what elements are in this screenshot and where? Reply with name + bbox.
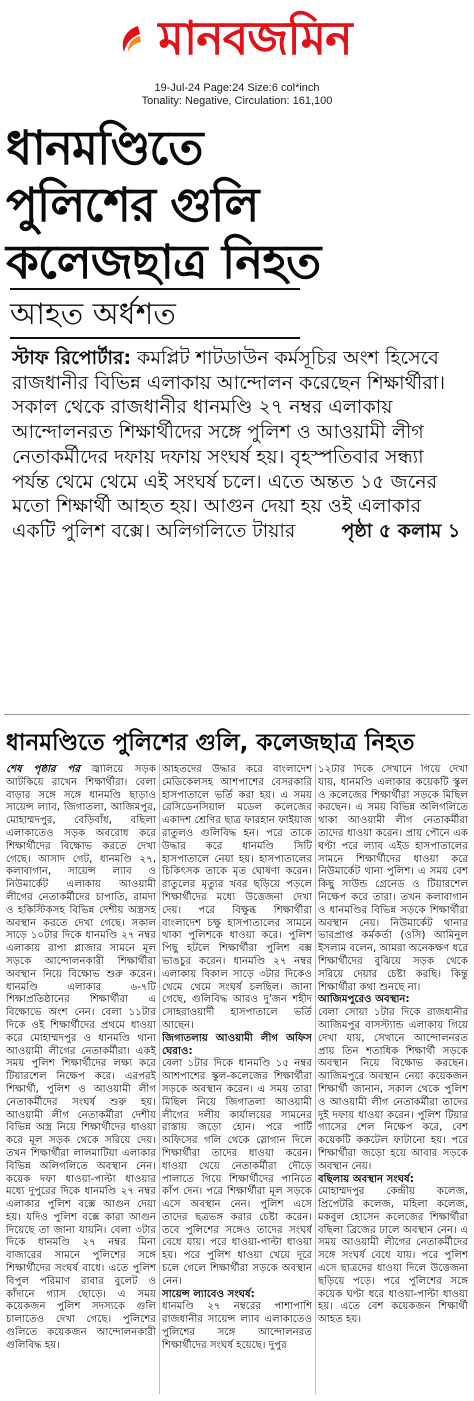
article1-lead: [12, 346, 462, 544]
column-text: আহতদের উদ্ধার করে বাংলাদেশ মেডিকেলসহ আশপাশের বেসরকারি হাসপাতালে ভর্তি করা হয়। এ সময় রেসিডেনসিয়াল মডেল কলেজের একাদশ শ্রেণির ছাত্র ফারহান ফাইয়াজ রাতুলও গুলিবিদ্ধ হন। পরে তাকে উদ্ধার করে ধানমণ্ডি সিটি হাসপাতালে নেয়া হয়। হাসপাতালের চিকিৎসক তাকে মৃত ঘোষণা করেন। রাতুলের মৃত্যুর খবর ছড়িয়ে পড়লে শিক্ষার্থীদের মধ্যে উত্তেজনা দেখা দেয়। পরে বিক্ষুব্ধ শিক্ষার্থীরা বাংলাদেশ চক্ষু হাসপাতালের সামনে থাকা পুলিশকে ধাওয়া করে। পুলিশ পিছু হটলে শিক্ষার্থীরা পুলিশ বক্স ভাঙচুর করেন। ধানমণ্ডি ২৭ নম্বর এলাকায় বিকাল সাড়ে ৩টার দিকেও থেমে থেমে সংঘর্ষ চলছিল। জানা গেছে, গুলিবিদ্ধ আরও দু'জন শহীদ সোহরাওয়ার্দী হাসপাতালে ভর্তি আছেন।: [162, 764, 312, 1031]
article1-headline: [6, 120, 466, 291]
column-text: ধানমণ্ডি ২৭ নম্বরের পাশাপাশি রাজধানীর সায়েন্স ল্যাব এলাকাতেও পুলিশের সঙ্গে আন্দোলনরত শিক্ষার্থীদের সংঘর্ষ হয়েছে। দুপুর: [162, 1301, 312, 1351]
article2-headline: ধানমণ্ডিতে পুলিশের গুলি, কলেজছাত্র নিহত: [6, 730, 415, 756]
column-text: জ্বালিয়ে সড়ক আটকিয়ে রাখেন শিক্ষার্থীরা। বেলা বাড়ার সঙ্গে সঙ্গে ধানমণ্ডি ছাড়াও সায়েন্স ল্যাব, জিগাতলা, আজিমপুর, মোহাম্মদপুর, বেড়িবাঁধ, বছিলা এলাকাতেও সড়ক অবরোধ করে শিক্ষার্থীদের বিক্ষোভ করতে দেখা গেছে। আসাদ গেট, ধানমণ্ডি ২৭, কলাবাগান, সায়েন্স ল্যাব ও নিউমার্কেট এলাকায় আওয়ামী লীগের নেতাকর্মীদের চাপাতি, রামদা ও হকিস্টিকসহ বিভিন্ন দেশীয় অস্ত্রসহ অবস্থান করতে দেখা গেছে। সকাল সাড়ে ১০টার দিকে ধানমণ্ডি ২৭ নম্বর এলাকায় রাপা প্লাজার সামনে মূল সড়কে আন্দোলনকারী শিক্ষার্থীরা অবস্থান নিয়ে বিক্ষোভ শুরু করেন। ধানমণ্ডি এলাকার ৬-৭টি শিক্ষাপ্রতিষ্ঠানের শিক্ষার্থীরা এ বিক্ষোভে অংশ নেন। বেলা ১১টার দিকে ওই শিক্ষার্থীদের প্রথমে ধাওয়া করে মোহাম্মদপুর ও ধানমণ্ডি থানা আওয়ামী লীগের নেতাকর্মীরা। একই সময় পুলিশ শিক্ষার্থীদের লক্ষ্য করে টিয়ারশেল নিক্ষেপ করে। এরপরই শিক্ষার্থী, পুলিশ ও আওয়ামী লীগ নেতাকর্মীদের সংঘর্ষ শুরু হয়। আওয়ামী লীগ নেতাকর্মীরা দেশীয় বিভিন্ন অস্ত্র নিয়ে শিক্ষার্থীদের ধাওয়া করে মূল সড়ক থেকে সরিয়ে দেয়। তখন শিক্ষার্থীরা লালমাটিয়া এলাকার বিভিন্ন অলিগলিতে অবস্থান নেন। কয়েক দফা ধাওয়া-পাল্টা ধাওয়ার মধ্যে দুপুরের দিকে ধানমণ্ডি ২৭ নম্বর এলাকার পুলিশ বক্সে আগুন দেয়া হয়। যদিও পুলিশ বক্সে কারা আগুন দিয়েছে তা জানা যায়নি। বেলা ৩টার দিকে ধানমণ্ডি ২৭ নম্বর মিনা বাজারের সামনে পুলিশের সঙ্গে শিক্ষার্থীদের সংঘর্ষ বাধে। এতে পুলিশ বিপুল পরিমাণ রাবার বুলেট ও কাঁদানে গ্যাস ছোড়ে। এ সময় কয়েকজন পুলিশ সদস্যকে গুলি চালাতেও দেখা গেছে। পুলিশের গুলিতে কয়েকজন আন্দোলনকারী গুলিবিদ্ধ হয়।: [6, 764, 156, 1351]
newspaper-title: মানবজমিন: [158, 11, 352, 65]
column-3: [318, 764, 468, 1394]
subhead-rule: [10, 337, 300, 339]
headline-line: ধানমণ্ডিতে: [6, 121, 203, 176]
meta-line-tonality: Tonality: Negative, Circulation: 161,100: [141, 95, 333, 107]
section-subhead: বছিলায় অবস্থান সংঘর্ষ:: [318, 1173, 414, 1185]
article1-subhead: আহত অর্ধশত: [10, 297, 176, 332]
column-divider: [159, 764, 160, 1394]
masthead: [0, 0, 474, 80]
column-text: বেলা ১টার দিকে ধানমণ্ডি ১৫ নম্বর আশপাশের স্কুল-কলেজের শিক্ষার্থীরা সড়কে অবস্থান করেন। এ সময় তারা মিছিল নিয়ে জিগাতলা আওয়ামী লীগের দলীয় কার্যালয়ের সামনের রাস্তায় জড়ো হোন। পরে পার্টি অফিসের গলি থেকে স্লোগান দিলে শিক্ষার্থীরা তাদের ধাওয়া করেন। ধাওয়া খেয়ে নেতাকর্মীরা দৌড়ে পালাতে গিয়ে শিক্ষার্থীদের পানিতে কাঁপ দেন। পরে শিক্ষার্থীরা মূল সড়কে এসে অবস্থান নেন। পুলিশ এসে তাদের ছত্রভঙ্গ করার চেষ্টা করেন। তবে পুলিশের সঙ্গেও তাদের সংঘর্ষ বেধে যায়। পরে ধাওয়া-পাল্টা ধাওয়া হয়। পরে পুলিশ ধাওয়া খেয়ে দূরে চলে গেলে শিক্ষার্থীরা সড়কে অবস্থান নেন।: [162, 1058, 312, 1287]
lead-body: কমপ্লিট শাটডাউন কর্মসূচির অংশ হিসেবে রাজধানীর বিভিন্ন এলাকায় আন্দোলন করেছেন শিক্ষার্থীরা। সকাল থেকে রাজধানীর ধানমণ্ডি ২৭ নম্বর এলাকায় আন্দোলনরত শিক্ষার্থীদের সঙ্গে পুলিশ ও আওয়ামী লীগ নেতাকর্মীদের দফায় দফায় সংঘর্ষ হয়। বৃহস্পতিবার সন্ধ্যা পর্যন্ত থেমে থেমে এই সংঘর্ষ চলে। এতে অন্তত ১৫ জনের মতো শিক্ষার্থী আহত হয়। আগুন দেয়া হয় ওই এলাকার একটি পুলিশ বক্সে। অলিগলিতে টায়ার: [12, 347, 446, 542]
column-text: ১২টার দিকে সেখানে গিয়ে দেখা যায়, ধানমণ্ডি এলাকার কয়েকটি স্কুল ও কলেজের শিক্ষার্থীরা সড়কে মিছিল করছেন। এ সময় বিভিন্ন অলিগলিতে থাকা আওয়ামী লীগ নেতাকর্মীরা তাদের ধাওয়া করেন। প্রায় পৌনে এক ঘণ্টা পরে ল্যাব এইড হাসপাতালের সামনে শিক্ষার্থীদের ধাওয়া করে নিউমার্কেট থানা পুলিশ। এ সময় বেশ কিছু সাউন্ড গ্রেনেড ও টিয়ারশেল নিক্ষেপ করে তারা। তখন কলাবাগান ও ধানমণ্ডির বিভিন্ন সড়কে শিক্ষার্থীরা অবস্থান নেয়। নিউমার্কেট থানার ভারপ্রাপ্ত কর্মকর্তা (ওসি) আমিনুল ইসলাম বলেন, আমরা অনেকক্ষণ ধরে শিক্ষার্থীদের বুঝিয়ে সড়ক থেকে সরিয়ে দেয়ার চেষ্টা করছি। কিন্তু শিক্ষার্থীরা কথা শুনছে না।: [318, 764, 468, 993]
section-subhead: আজিমপুরেও অবস্থান:: [318, 994, 410, 1006]
headline-line: পুলিশের গুলি: [6, 178, 259, 233]
continued-label: শেষ পৃষ্ঠার পর: [6, 764, 80, 775]
meta-line-date: 19-Jul-24 Page:24 Size:6 col*inch: [154, 82, 320, 94]
column-1: [6, 764, 156, 1394]
column-2: [162, 764, 312, 1394]
byline: স্টাফ রিপোর্টার:: [12, 347, 132, 369]
clipping-meta: [0, 82, 474, 108]
article2-columns: [6, 764, 468, 1394]
column-text: বেলা সোয়া ১টার দিকে রাজধানীর আজিমপুর বাসস্ট্যান্ড এলাকায় গিয়ে দেখা যায়, সেখানে আন্দোলনরত প্রায় তিন শতাধিক শিক্ষার্থী সড়কে অবস্থান নিয়ে বিক্ষোভ করছেন। আজিমপুরে অবস্থান নেয়া কয়েকজন শিক্ষার্থী জানান, সকাল থেকে পুলিশ ও আওয়ামী লীগ নেতাকর্মীরা তাদের দুই দফায় ধাওয়া করেন। পুলিশ টিয়ার গ্যাসের শেল নিক্ষেপ করে, বেশ কয়েকটি ককটেল ফাটানো হয়। পরে শিক্ষার্থীরা জড়ো হয়ে আবার সড়কে অবস্থান নেয়।: [318, 1007, 468, 1172]
section-subhead: সায়েন্স ল্যাবেও সংঘর্ষ:: [162, 1288, 255, 1300]
section-subhead: জিগাতলায় আওয়ামী লীগ অফিস ঘেরাও:: [162, 1032, 312, 1057]
subhead-rule: [10, 288, 300, 290]
continued-jump: পৃষ্ঠা ৫ কলাম ১: [341, 519, 461, 542]
column-text: মোহাম্মদপুর কেন্দ্রীয় কলেজ, প্রিপেটরি কলেজ, মহিলা কলেজ, মকবুল হোসেন কলেজের শিক্ষার্থীরা বছিলা ব্রিজের ঢালে অবস্থান নেন। এ সময় আওয়ামী লীগের নেতাকর্মীদের সঙ্গে সংঘর্ষ বেধে যায়। পরে পুলিশ এসে ছাত্রদের ধাওয়া দিলে উত্তেজনা ছড়িয়ে পড়ে। পরে পুলিশের সঙ্গে কয়েক ঘণ্টা ধরে ধাওয়া-পাল্টা ধাওয়া হয়। এতে বেশ কয়েকজন শিক্ষার্থী আহত হয়।: [318, 1186, 468, 1326]
headline-line: কলেজছাত্র নিহত: [6, 235, 321, 290]
column-divider: [315, 764, 316, 1394]
